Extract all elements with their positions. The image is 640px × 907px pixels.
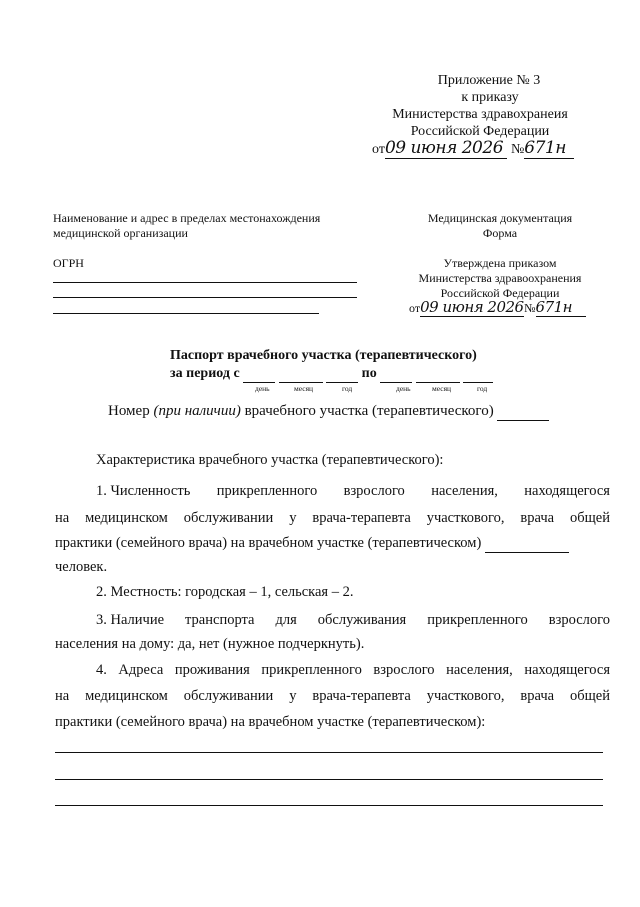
p3-word: прикрепленного <box>427 612 528 628</box>
p3-line-1 <box>96 612 610 629</box>
to-year-caption: год <box>477 384 488 393</box>
appendix-date-line <box>372 138 602 159</box>
document-title: Паспорт врачебного участка (терапевтического) <box>170 348 477 363</box>
p3-word: обслуживания <box>317 612 407 628</box>
med-doc-block <box>400 211 600 241</box>
p1-word: населения, <box>431 483 498 499</box>
org-line-3 <box>53 313 319 314</box>
org-line-1 <box>53 282 357 283</box>
p4-line-2: на медицинском обслуживании у врача-терапевта участкового, врача общей <box>55 688 610 704</box>
approved-date-signature: 09 июня 2026 <box>420 298 524 316</box>
period-to-month-field <box>416 365 460 383</box>
from-year-caption: год <box>342 384 353 393</box>
form-label: Форма <box>482 226 518 240</box>
approved-number-signature: 671н <box>536 298 586 317</box>
p1-word: прикрепленного <box>216 483 318 499</box>
population-count-field <box>485 535 569 553</box>
period-to-day-field <box>380 365 412 383</box>
org-name-label: Наименование и адрес в пределах местонахождения медицинской организации <box>53 211 321 240</box>
p1-line-3: практики (семейного врача) на врачебном участке (терапевтическом) <box>55 535 569 553</box>
p1-line-4: человек. <box>55 559 108 575</box>
appendix-country: Российской Федерации <box>410 124 550 139</box>
appendix-block <box>360 72 600 140</box>
p1-line-1 <box>96 483 610 500</box>
p1-word: взрослого <box>343 483 405 499</box>
address-line-1 <box>55 752 603 753</box>
org-line-2 <box>53 297 357 298</box>
appendix-number-signature: 671н <box>524 138 574 159</box>
appendix-date-signature: 09 июня 2026 <box>385 138 507 159</box>
p3-word: 3. Наличие <box>96 612 165 628</box>
address-line-3 <box>55 805 603 806</box>
p1-line-2: на медицинском обслуживании у врача-терапевта участкового, врача общей <box>55 510 610 526</box>
p1-word: находящегося <box>524 483 610 499</box>
med-doc-label: Медицинская документация <box>427 211 573 225</box>
to-month-caption: месяц <box>432 384 452 393</box>
period-line <box>170 365 493 383</box>
from-month-caption: месяц <box>294 384 314 393</box>
period-to-label: по <box>361 366 377 381</box>
period-from-month-field <box>279 365 323 383</box>
from-day-caption: день <box>255 384 270 393</box>
approved-date-line: от09 июня 2026№671н <box>409 298 609 317</box>
district-number-note: (при наличии) <box>153 403 241 419</box>
address-line-2 <box>55 779 603 780</box>
period-from-year-field <box>326 365 358 383</box>
district-number-field <box>497 403 549 421</box>
appendix-number-prefix: № <box>510 142 525 157</box>
p3-word: для <box>275 612 297 628</box>
p4-line-1: 4. Адреса проживания прикрепленного взрослого населения, находящегося <box>96 662 610 678</box>
characteristics-heading: Характеристика врачебного участка (терапевтического): <box>96 452 444 468</box>
p4-line-3: практики (семейного врача) на врачебном участке (терапевтическом): <box>55 714 486 730</box>
approved-block: Утверждена приказом Министерства здравоохранения Российской Федерации <box>418 256 582 300</box>
appendix-title: Приложение № 3 <box>437 73 541 88</box>
p1-word: 1. Численность <box>96 483 191 499</box>
appendix-order-ref: к приказу <box>461 90 519 105</box>
period-label: за период с <box>170 366 240 381</box>
appendix-date-prefix: от <box>372 142 385 157</box>
p3-word: взрослого <box>548 612 610 628</box>
ogrn-label: ОГРН <box>53 256 84 270</box>
period-to-year-field <box>463 365 493 383</box>
p3-word: транспорта <box>185 612 255 628</box>
to-day-caption: день <box>396 384 411 393</box>
period-from-day-field <box>243 365 275 383</box>
p3-line-2: населения на дому: да, нет (нужное подчеркнуть). <box>55 636 365 652</box>
appendix-ministry: Министерства здравохранеия <box>392 107 568 122</box>
p2-line: 2. Местность: городская – 1, сельская – 2. <box>96 584 354 600</box>
district-number-line: Номер (при наличии) врачебного участка (терапевтического) <box>108 403 549 421</box>
